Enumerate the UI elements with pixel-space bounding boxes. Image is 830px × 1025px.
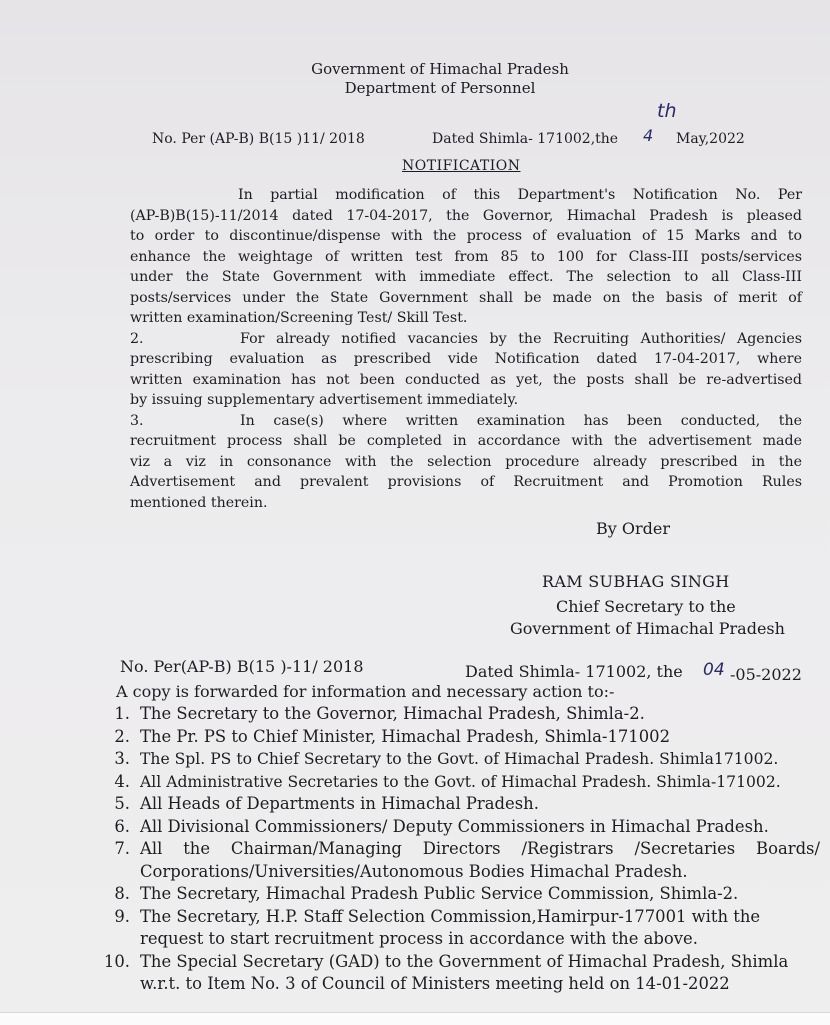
government-heading: Government of Himachal Pradesh [311, 60, 569, 78]
para1-line: posts/services under the State Government shall be made on the basis of merit of [130, 289, 802, 306]
handwritten-day: 4 [643, 126, 654, 145]
para2-line: written examination has not been conducted as yet, the posts shall be re-advertised [130, 371, 802, 388]
signatory-designation: Chief Secretary to the [556, 597, 736, 616]
list-item: 9. The Secretary, H.P. Staff Selection Commission,Hamirpur-177001 with the request to start recruitment process in accordance with the above. [114, 906, 761, 948]
page-bottom-edge [0, 1012, 830, 1025]
list-item: 1. The Secretary to the Governor, Himachal Pradesh, Shimla-2. [114, 704, 645, 723]
para1-line: enhance the weightage of written test from 85 to 100 for Class-III posts/services [130, 248, 802, 265]
dated-prefix: Dated Shimla- 171002,the [432, 131, 619, 147]
department-heading: Department of Personnel [344, 79, 536, 97]
para1-line: written examination/Screening Test/ Skill Test. [130, 310, 468, 326]
para1-line: to order to discontinue/dispense with the process of evaluation of 15 Marks and to [130, 228, 802, 244]
para3-line: 3. In case(s) where written examination has been conducted, the [130, 411, 802, 432]
para1-line: In partial modification of this Department's Notification No. Per [238, 187, 802, 203]
endorsement-dated-prefix: Dated Shimla- 171002, the [465, 662, 683, 681]
para3-line: mentioned therein. [130, 494, 268, 511]
para3-line: viz a viz in consonance with the selection procedure already prescribed in the [130, 453, 802, 470]
list-item: 4. All Administrative Secretaries to the Govt. of Himachal Pradesh. Shimla-171002. [114, 771, 781, 791]
para1-line: (AP-B)B(15)-11/2014 dated 17-04-2017, the Governor, Himachal Pradesh is pleased [130, 207, 802, 224]
list-item: 3. The Spl. PS to Chief Secretary to the Govt. of Himachal Pradesh. Shimla171002. [114, 749, 779, 768]
list-item: 8. The Secretary, Himachal Pradesh Public Service Commission, Shimla-2. [114, 884, 739, 903]
list-item: 6. All Divisional Commissioners/ Deputy Commissioners in Himachal Pradesh. [114, 816, 769, 836]
endorsement-intro: A copy is forwarded for information and necessary action to:- [116, 682, 615, 701]
signatory-name: RAM SUBHAG SINGH [542, 572, 730, 591]
para2-number: 2. [130, 330, 144, 347]
para3-line: Advertisement and prevalent provisions of Recruitment and Promotion Rules [130, 474, 802, 490]
reference-number: No. Per (AP-B) B(15 )11/ 2018 [152, 131, 365, 147]
list-item: 2. The Pr. PS to Chief Minister, Himachal Pradesh, Shimla-171002 [114, 726, 671, 746]
signatory-government: Government of Himachal Pradesh [510, 619, 785, 638]
notification-title: NOTIFICATION [402, 158, 521, 174]
distribution-list [100, 703, 820, 996]
list-item: 10. The Special Secretary (GAD) to the Government of Himachal Pradesh, Shimla w.r.t. to Item No. 3 of Council of Ministers meeting held on 14-01-2022 [103, 951, 789, 993]
endorsement-date-suffix: -05-2022 [730, 665, 802, 684]
month-year: May,2022 [676, 131, 745, 147]
notification-body [130, 185, 802, 513]
dated-line [432, 131, 618, 147]
list-item: 7. All the Chairman/Managing Directors /Registrars /Secretaries Boards/ Corporations/Universities/Autonomous Bodies Himachal Pradesh. [114, 839, 820, 881]
handwritten-day-suffix: th [657, 100, 677, 122]
para1-line: under the State Government with immediate effect. The selection to all Class-III [130, 269, 802, 285]
para2-line: prescribing evaluation as prescribed vide Notification dated 17-04-2017, where [130, 351, 802, 367]
endorsement-number: No. Per(AP-B) B(15 )-11/ 2018 [120, 657, 364, 676]
para2-line: 2. For already notified vacancies by the Recruiting Authorities/ Agencies [130, 329, 802, 350]
para3-number: 3. [130, 412, 144, 429]
para2-line: by issuing supplementary advertisement immediately. [130, 392, 519, 408]
para3-line: recruitment process shall be completed in accordance with the advertisement made [130, 433, 802, 449]
by-order: By Order [596, 519, 671, 538]
endorsement-handwritten-day: 04 [703, 660, 725, 680]
list-item: 5. All Heads of Departments in Himachal Pradesh. [114, 794, 539, 813]
